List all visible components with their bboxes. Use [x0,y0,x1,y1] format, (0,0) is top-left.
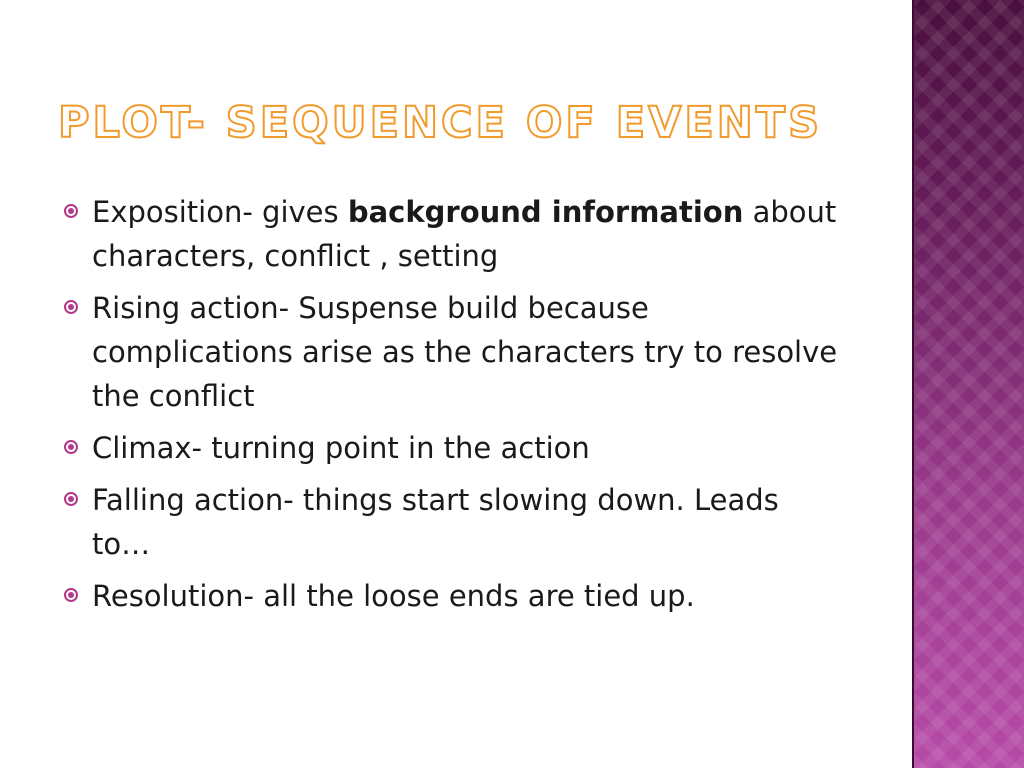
bullet-list [62,190,842,626]
bullet-bold-text: background information [347,195,744,229]
bullet-text: Rising action- Suspense build because complications arise as the characters try to resolve the conflict [92,291,838,413]
bullet-resolution [62,574,842,618]
bullet-falling-action [62,478,842,566]
decorative-side-band [912,0,1024,768]
radio-bullet-icon [64,492,78,506]
bullet-text: about characters, conflict , setting [92,195,837,273]
bullet-climax [62,426,842,470]
radio-bullet-icon [64,300,78,314]
bullet-text: Climax- turning point in the action [92,431,590,465]
bullet-text: Resolution- all the loose ends are tied up. [92,579,695,613]
radio-bullet-icon [64,588,78,602]
bullet-exposition [62,190,842,278]
bullet-text: Exposition- gives [92,195,348,229]
radio-bullet-icon [64,440,78,454]
radio-bullet-icon [64,204,78,218]
bullet-text: Falling action- things start slowing down. Leads to… [92,483,779,561]
slide-title: PLOT- SEQUENCE OF EVENTS [58,98,823,148]
bullet-rising-action [62,286,842,418]
